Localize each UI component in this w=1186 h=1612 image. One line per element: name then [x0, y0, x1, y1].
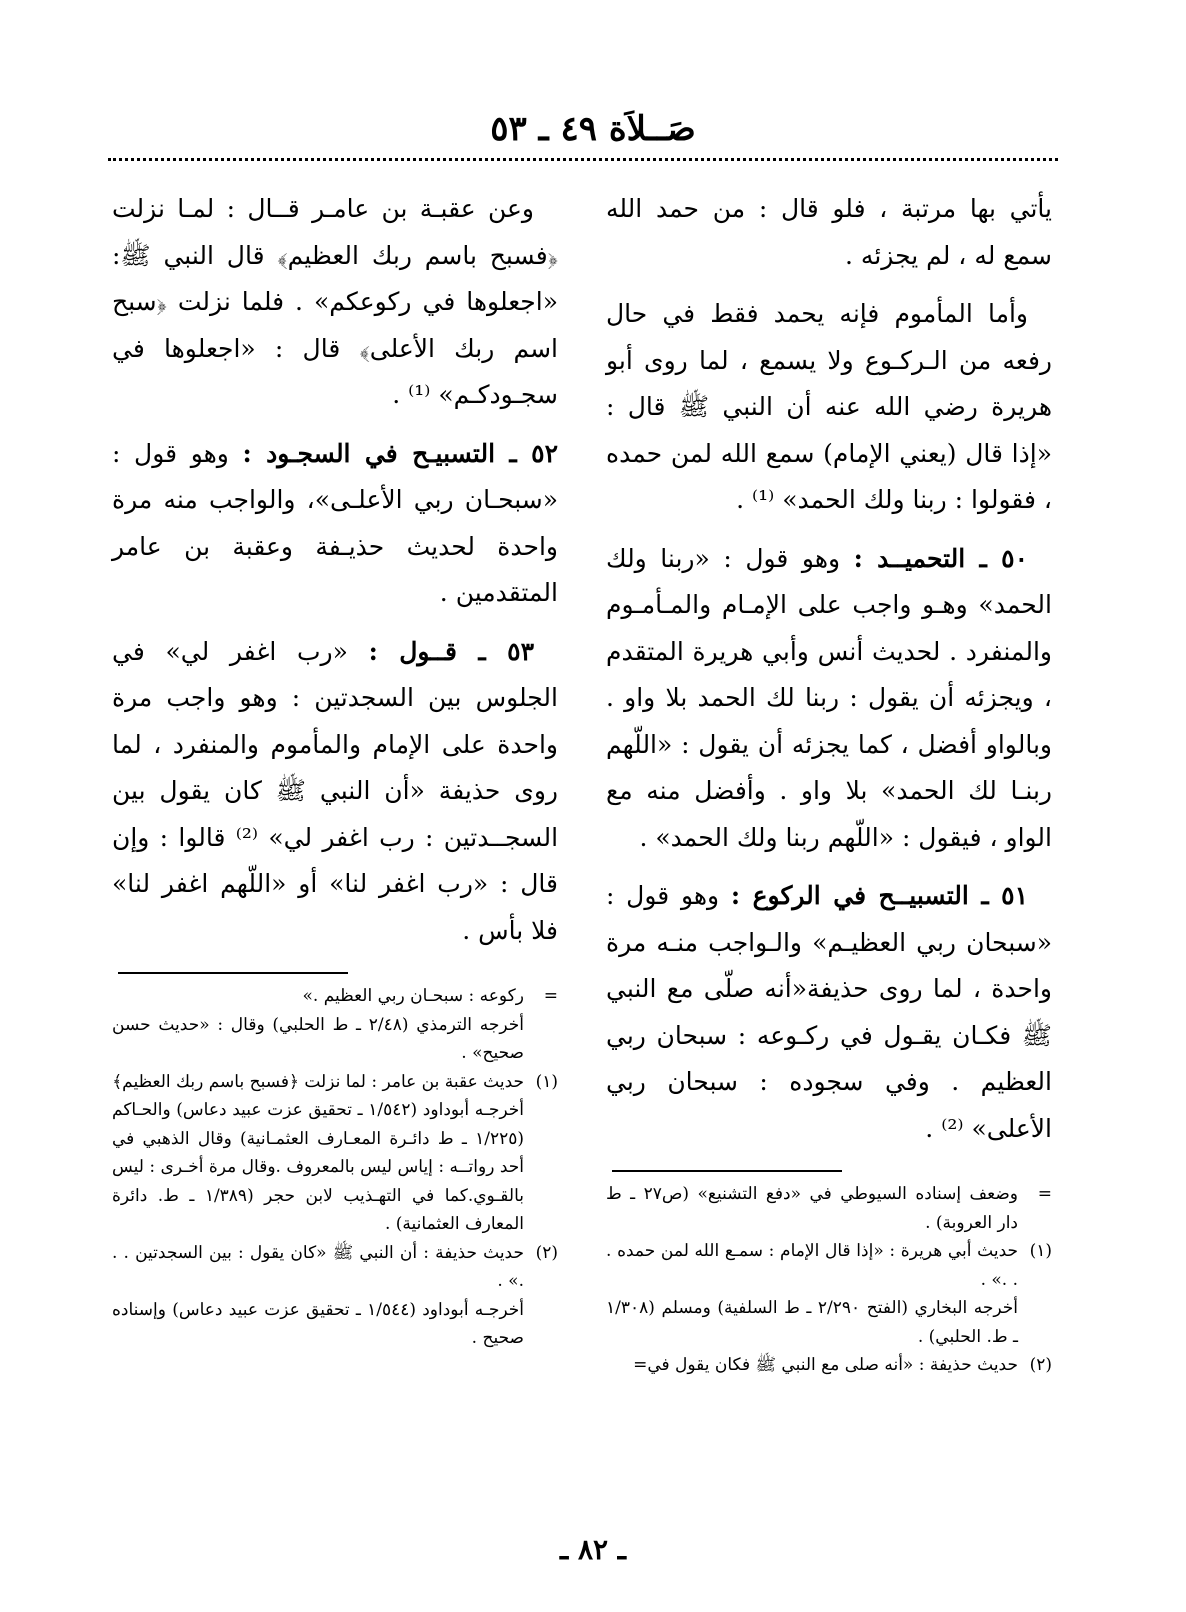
section-53-paragraph [112, 629, 558, 955]
right-column [606, 186, 1052, 1380]
header-dotted-rule [108, 158, 1058, 161]
footnote-mark: = [543, 986, 558, 1006]
paragraph-text: يأتي بها مرتبة ، فلو قال : من حمد الله سمع له ، لم يجزئه . [606, 194, 1052, 270]
footnote-mark: (١) [1029, 1241, 1052, 1261]
section-51-paragraph [606, 873, 1052, 1152]
paragraph-heading: ٥٣ ـ قــول : [368, 636, 534, 666]
footnote [112, 982, 558, 1011]
footnote [606, 1180, 1052, 1237]
footnote-text: حديث حذيفة : «أنه صلى مع النبي ﷺ فكان يقول في= [633, 1355, 1018, 1375]
footnote [606, 1294, 1052, 1351]
footnote-separator [612, 1170, 842, 1172]
footnote [112, 1296, 558, 1353]
footnote [112, 1096, 558, 1239]
paragraph-text: وهو قول : «ربنا ولك الحمد» وهـو واجب على الإمـام والمـأمـوم والمنفرد . لحديث أنس وأبي هريرة المتقدم ، ويجزئه أن يقول : ربنا لك الحمد بلا واو . وبالواو أفضل ، كما يجزئه أن يقول : «اللّهم ربنـا لك الحمد» بلا واو . وأفضل منه مع الواو ، فيقول : «اللّهم ربنا ولك الحمد» . [606, 543, 1052, 852]
paragraph-heading: ٥٢ ـ التسبيـح في السجـود : [242, 438, 558, 468]
footnote-text: أخرجه البخاري (الفتح ٢/٢٩٠ ـ ط السلفية) ومسلم (١/٣٠٨ ـ ط. الحلبي) . [606, 1298, 1018, 1347]
footnote [112, 1011, 558, 1068]
footnote [606, 1351, 1052, 1380]
footnote-mark: (٢) [535, 1242, 558, 1263]
paragraph [606, 186, 1052, 279]
footnote-text: أخرجه الترمذي (٢/٤٨ ـ ط الحلبي) وقال : «حديث حسن صحيح» . [112, 1014, 524, 1063]
footnote-text: حديث حذيفة : أن النبي ﷺ «كان يقول : بين السجدتين . . .» . [112, 1242, 524, 1291]
footnote-mark: = [1037, 1184, 1052, 1204]
footnote-text: أخرجـه أبوداود (١/٥٤٤ ـ تحقيق عزت عبيد دعاس) وإسناده صحيح . [112, 1299, 524, 1348]
footnote-separator [118, 972, 348, 974]
paragraph-heading: ٥١ ـ التسبيــح في الركوع : [730, 881, 1029, 910]
paragraph-text: «رب اغفر لي» في الجلوس بين السجدتين : وهو واجب مرة واحدة على الإمام والمأموم والمنفرد ، لما روى حذيفة «أن النبي ﷺ كان يقول بين السجــدتين : رب اغفر لي» ⁽²⁾ قالوا : وإن قال : «رب اغفر لنا» أو «اللّهم اغفر لنا» فلا بأس . [112, 636, 559, 945]
section-52-paragraph [112, 431, 558, 617]
paragraph-text: وهو قول : «سبحـان ربي الأعلـى»، والواجب منه مرة واحدة لحديث حذيـفة وعقبة بن عامر المتقدمين . [112, 438, 558, 607]
paragraph-heading: ٥٠ ـ التحميــد : [853, 543, 1028, 573]
paragraph-text: وأما المأموم فإنه يحمد فقط في حال رفعه من الـركـوع ولا يسمع ، لما روى أبو هريرة رضي الله عنه أن النبي ﷺ قال : «إذا قال (يعني الإمام) سمع الله لمن حمده ، فقولوا : ربنا ولك الحمد» ⁽¹⁾ . [606, 299, 1052, 514]
running-header-title: صَــلاَة ٤٩ ـ ٥٣ [490, 109, 696, 149]
paragraph [606, 291, 1052, 524]
section-50-paragraph [606, 536, 1052, 862]
paragraph [112, 186, 558, 419]
footnote [112, 1239, 558, 1296]
left-column [112, 186, 558, 1353]
paragraph-text: وعن عقبـة بن عامـر قــال : لمـا نزلت ﴿فسبح باسم ربك العظيم﴾ قال النبي ﷺ: «اجعلوها في ركوعكم» . فلما نزلت ﴿سبح اسم ربك الأعلى﴾ قال : «اجعلوها في سجـودكـم» ⁽¹⁾ . [112, 194, 558, 409]
footnote-text: حديث عقبة بن عامر : لما نزلت ﴿فسبح باسم ربك العظيم﴾ [112, 1071, 524, 1092]
footnote-text: أخرجـه أبوداود (١/٥٤٢ ـ تحقيق عزت عبيد دعاس) والحـاكم (١/٢٢٥ ـ ط دائـرة المعـارف العثمـانية) وقال الذهبي في أحد رواتــه : إياس ليس بالمعروف .وقال مرة أخـرى : ليس بالقـوي.كما في التهـذيب لابن حجر (١/٣٨٩ ـ ط. دائرة المعارف العثمانية) . [112, 1100, 524, 1234]
page-number: ـ ٨٢ ـ [560, 1533, 626, 1566]
footnote [112, 1068, 558, 1097]
footnote-text: وضعف إسناده السيوطي في «دفع التشنيع» (ص٢٧ ـ ط دار العروبة) . [606, 1184, 1018, 1233]
footnote [606, 1237, 1052, 1294]
footnote-mark: (١) [535, 1071, 558, 1092]
footnote-text: ركوعه : سبحـان ربي العظيم .» [302, 986, 524, 1006]
footnote-mark: (٢) [1029, 1355, 1052, 1375]
paragraph-text: وهو قول : «سبحان ربي العظيـم» والـواجب منـه مرة واحدة ، لما روى حذيفة«أنه صلّى مع النبي ﷺ فكـان يقـول في ركـوعه : سبحان ربي العظيم . وفي سجوده : سبحان ربي الأعلى» ⁽²⁾ . [606, 881, 1052, 1143]
footnote-text: حديث أبي هريرة : «إذا قال الإمام : سمـع الله لمن حمده . . .» . [606, 1241, 1018, 1290]
